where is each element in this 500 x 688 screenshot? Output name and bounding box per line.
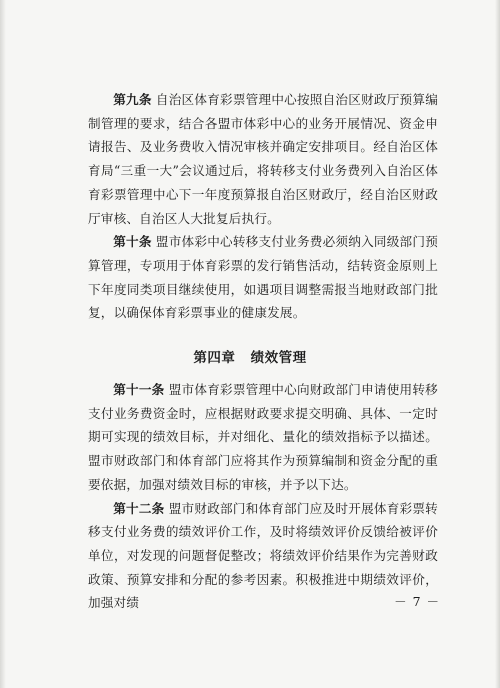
page-number: － 7 － [394,594,440,609]
chapter-number: 第四章 [193,350,236,366]
article-12-text: 盟市财政部门和体育部门应及时开展体育彩票转移支付业务费的绩效评价工作，及时将绩效评价反馈给被评价单位，对发现的问题督促整改；将绩效评价结果作为完善财政政策、预算安排和分配的参考因素。积极推进中期绩效评价，加强对绩 [88,500,438,611]
chapter-title [0,346,500,366]
article-10-paragraph [88,230,438,325]
article-11-paragraph [88,378,438,497]
chapter-heading [0,346,500,366]
body-text-top [88,88,438,325]
scan-shadow-right [495,0,500,688]
article-9-paragraph [88,88,438,230]
body-text-bottom [88,378,438,615]
scan-shadow-left [0,0,6,688]
chapter-name: 绩效管理 [250,350,307,366]
article-12-paragraph [88,497,438,616]
article-10-heading: 第十条 [113,234,152,250]
article-11-heading: 第十一条 [113,382,165,397]
article-10-text: 盟市体彩中心转移支付业务费必须纳入同级部门预算管理，专项用于体育彩票的发行销售活动，结转资金原则上下年度同类项目继续使用，如遇项目调整需报当地财政部门批复，以确保体育彩票事业的健康发展。 [88,234,438,321]
article-9-heading: 第九条 [113,92,152,107]
article-12-heading: 第十二条 [113,500,165,516]
article-9-text: 自治区体育彩票管理中心按照自治区财政厅预算编制管理的要求，结合各盟市体彩中心的业务开展情况、资金申请报告、及业务费收入情况审核并确定安排项目。经自治区体育局“三重一大”会议通过后，将转移支付业务费列入自治区体育彩票管理中心下一年度预算报自治区财政厅，经自治区财政厅审核、自治区人大批复后执行。 [88,92,438,226]
spacer [235,350,250,366]
article-11-text: 盟市体育彩票管理中心向财政部门申请使用转移支付业务费资金时，应根据财政要求提交明确、具体、一定时期可实现的绩效目标，并对细化、量化的绩效指标予以描述。盟市财政部门和体育部门应将其作为预算编制和资金分配的重要依据，加强对绩效目标的审核，并予以下达。 [88,382,438,492]
